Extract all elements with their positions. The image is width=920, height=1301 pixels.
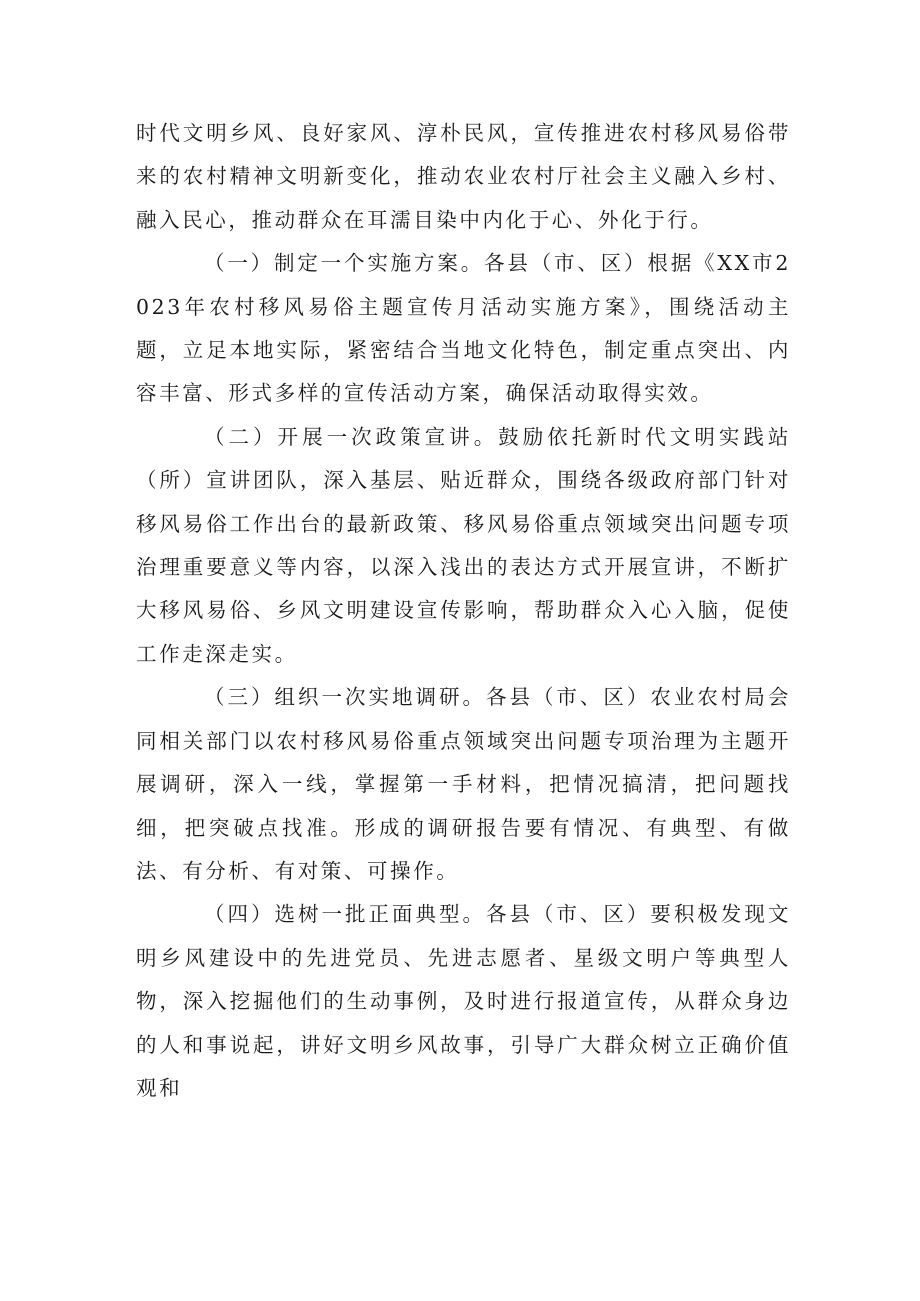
paragraph-item-4: （四）选树一批正面典型。各县（市、区）要积极发现文明乡风建设中的先进党员、先进志愿者、星级文明户等典型人物，深入挖掘他们的生动事例，及时进行报道宣传，从群众身边的人和事说起，讲好文明乡风故事，引导广大群众树立正确价值观和 <box>136 902 791 1100</box>
paragraph-item-3: （三）组织一次实地调研。各县（市、区）农业农村局会同相关部门以农村移风易俗重点领域突出问题专项治理为主题开展调研，深入一线，掌握第一手材料，把情况搞清，把问题找细，把突破点找准。形成的调研报告要有情况、有典型、有做法、有分析、有对策、可操作。 <box>136 685 791 883</box>
paragraph-continuation: 时代文明乡风、良好家风、淳朴民风，宣传推进农村移风易俗带来的农村精神文明新变化，推动农业农村厅社会主义融入乡村、融入民心，推动群众在耳濡目染中内化于心、外化于行。 <box>136 121 791 232</box>
paragraph-item-2: （二）开展一次政策宣讲。鼓励依托新时代文明实践站（所）宣讲团队，深入基层、贴近群众，围绕各级政府部门针对移风易俗工作出台的最新政策、移风易俗重点领域突出问题专项治理重要意义等内容，以深入浅出的表达方式开展宣讲，不断扩大移风易俗、乡风文明建设宣传影响，帮助群众入心入脑，促使工作走深走实。 <box>136 424 791 666</box>
document-body <box>136 112 791 1110</box>
paragraph-item-1: （一）制定一个实施方案。各县（市、区）根据《XX市2023年农村移风易俗主题宣传月活动实施方案》，围绕活动主题，立足本地实际，紧密结合当地文化特色，制定重点突出、内容丰富、形式多样的宣传活动方案，确保活动取得实效。 <box>136 251 791 406</box>
